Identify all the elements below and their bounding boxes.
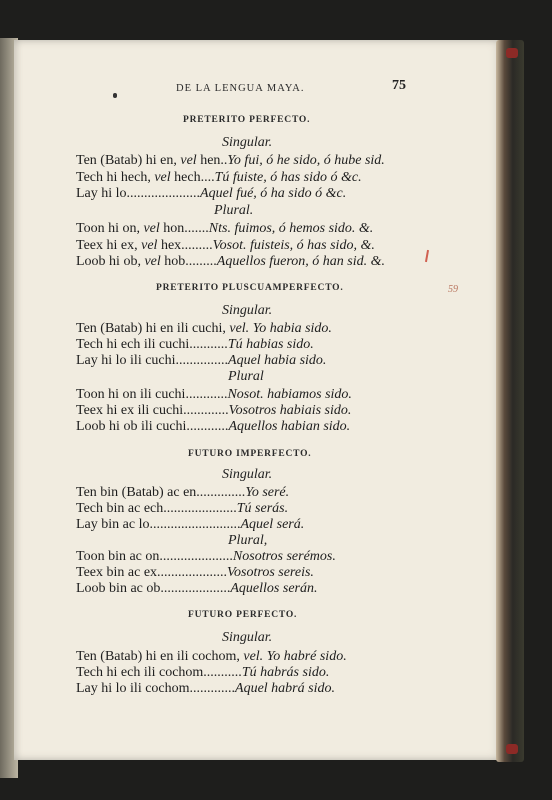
conjugation-line: Teex hi ex, vel hex.........Vosot. fuisteis, ó has sido, &. <box>76 238 375 253</box>
conjugation-line: Tech hi hech, vel hech....Tú fuiste, ó has sido ó &c. <box>76 170 362 185</box>
conjugation-line: Lay hi lo ili cochom.............Aquel habrá sido. <box>76 681 335 696</box>
conjugation-line: Toon hi on ili cuchi............Nosot. habiamos sido. <box>76 387 352 402</box>
group-label: Plural <box>228 369 264 384</box>
section-title: PRETERITO PLUSCUAMPERFECTO. <box>156 283 344 293</box>
conjugation-line: Lay hi lo ili cuchi...............Aquel habia sido. <box>76 353 327 368</box>
conjugation-line: Tech hi ech ili cochom...........Tú habrás sido. <box>76 665 330 680</box>
conjugation-line: Ten (Batab) hi en ili cuchi, vel. Yo habia sido. <box>76 321 332 336</box>
group-label: Plural, <box>228 533 268 548</box>
group-label: Singular. <box>222 135 273 150</box>
conjugation-line: Ten (Batab) hi en ili cochom, vel. Yo habré sido. <box>76 649 347 664</box>
spine-bookmark-bottom <box>506 744 518 754</box>
conjugation-line: Loob bin ac ob....................Aquellos serán. <box>76 581 318 596</box>
spine-bookmark-top <box>506 48 518 58</box>
conjugation-line: Toon hi on, vel hon.......Nts. fuimos, ó hemos sido. &. <box>76 221 374 236</box>
conjugation-line: Ten (Batab) hi en, vel hen..Yo fui, ó he sido, ó hube sid. <box>76 153 385 168</box>
conjugation-line: Tech bin ac ech.....................Tú serás. <box>76 501 289 516</box>
group-label: Singular. <box>222 467 273 482</box>
ink-spot <box>113 93 117 98</box>
group-label: Singular. <box>222 303 273 318</box>
running-head: DE LA LENGUA MAYA. <box>176 83 305 94</box>
section-title: PRETERITO PERFECTO. <box>183 115 311 125</box>
conjugation-line: Lay bin ac lo..........................Aquel será. <box>76 517 305 532</box>
group-label: Singular. <box>222 630 273 645</box>
conjugation-line: Teex bin ac ex....................Vosotros sereis. <box>76 565 314 580</box>
conjugation-line: Loob hi ob ili cuchi............Aquellos habian sido. <box>76 419 351 434</box>
book-spine <box>496 40 524 762</box>
conjugation-line: Loob hi ob, vel hob.........Aquellos fueron, ó han sid. &. <box>76 254 386 269</box>
conjugation-line: Toon bin ac on.....................Nosotros serémos. <box>76 549 336 564</box>
section-title: FUTURO PERFECTO. <box>188 610 298 620</box>
section-title: FUTURO IMPERFECTO. <box>188 449 312 459</box>
conjugation-line: Tech hi ech ili cuchi...........Tú habias sido. <box>76 337 314 352</box>
conjugation-line: Lay hi lo.....................Aquel fué, ó ha sido ó &c. <box>76 186 347 201</box>
group-label: Plural. <box>214 203 254 218</box>
conjugation-line: Teex hi ex ili cuchi.............Vosotros habiais sido. <box>76 403 352 418</box>
margin-note: 59 <box>448 284 458 295</box>
conjugation-line: Ten bin (Batab) ac en..............Yo seré. <box>76 485 290 500</box>
page-number: 75 <box>392 78 406 93</box>
